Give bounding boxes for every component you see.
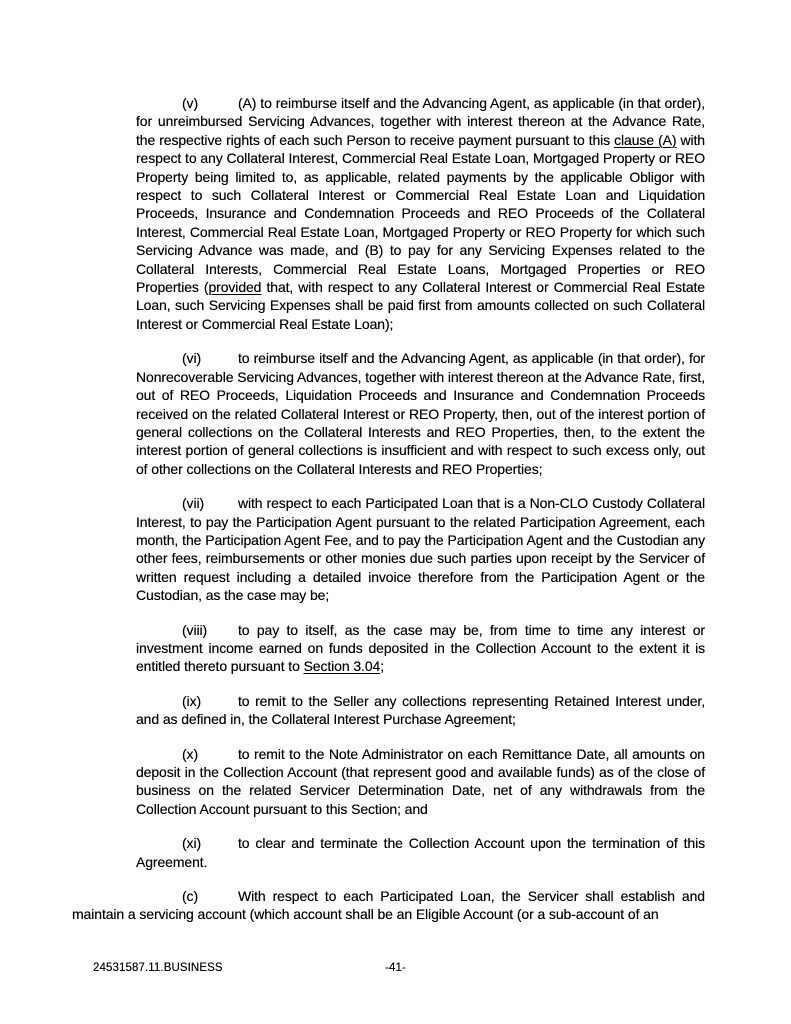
paragraph-x-label: (x) xyxy=(182,745,199,762)
page-footer xyxy=(0,962,791,978)
document-body xyxy=(72,94,705,924)
paragraph-xi-text: to clear and terminate the Collection Account upon the termination of this Agreement. xyxy=(136,835,705,870)
paragraph-xi xyxy=(136,834,705,871)
paragraph-c-text: With respect to each Participated Loan, the Servicer shall establish and maintain a servicing account (which account shall be an Eligible Account (or a sub-account of an xyxy=(72,888,705,923)
clause-a-reference: clause (A) xyxy=(614,131,677,148)
section-3-04-reference: Section 3.04 xyxy=(303,658,381,675)
paragraph-viii-label: (viii) xyxy=(182,621,208,638)
paragraph-vii xyxy=(136,494,705,604)
document-id: 24531587.11.BUSINESS xyxy=(93,962,223,974)
provided-term: provided xyxy=(208,279,262,296)
paragraph-viii-text-2: ; xyxy=(380,658,384,675)
paragraph-vii-text: with respect to each Participated Loan that is a Non-CLO Custody Collateral Interest, to pay the Participation Agent pursuant to the related Participation Agreement, each month, the Participation Agent Fee, and to pay the Participation Agent and the Custodian any other fees, reimbursements or other monies due such parties upon receipt by the Servicer of written request including a detailed invoice therefore from the Participation Agent or the Custodian, as the case may be; xyxy=(136,495,705,604)
paragraph-c xyxy=(72,887,705,924)
paragraph-v xyxy=(136,94,705,333)
paragraph-v-label: (v) xyxy=(182,95,199,111)
paragraph-ix-label: (ix) xyxy=(182,692,202,709)
page-number: -41- xyxy=(385,962,406,974)
paragraph-xi-label: (xi) xyxy=(182,835,202,852)
paragraph-x xyxy=(136,745,705,819)
paragraph-vii-label: (vii) xyxy=(182,495,205,512)
paragraph-viii-text-1: to pay to itself, as the case may be, from time to time any interest or investment income earned on funds deposited in the Collection Account to the extent it is entitled thereto pursuant to xyxy=(136,621,705,675)
paragraph-viii xyxy=(136,621,705,676)
paragraph-v-text-1: (A) to reimburse itself and the Advancing Agent, as applicable (in that order), for unreimbursed Servicing Advances, together with interest thereon at the Advance Rate, the respective rights of each such Person to receive payment pursuant to this xyxy=(136,95,705,148)
paragraph-v-text-3: that, with respect to any Collateral Interest or Commercial Real Estate Loan, such Servicing Expenses shall be paid first from amounts collected on such Collateral Interest or Commercial Real Estate Loan); xyxy=(136,279,705,332)
paragraph-vi-text: to reimburse itself and the Advancing Agent, as applicable (in that order), for Nonrecoverable Servicing Advances, together with interest thereon at the Advance Rate, first, out of REO Proceeds, Liquidation Proceeds and Insurance and Condemnation Proceeds received on the related Collateral Interest or REO Property, then, out of the interest portion of general collections on the Collateral Interests and REO Properties, then, to the extent the interest portion of general collections is insufficient and with respect to such excess only, out of other collections on the Collateral Interests and REO Properties; xyxy=(136,350,705,477)
paragraph-vi xyxy=(136,349,705,478)
paragraph-x-text: to remit to the Note Administrator on each Remittance Date, all amounts on deposit in the Collection Account (that represent good and available funds) as of the close of business on the related Servicer Determination Date, net of any withdrawals from the Collection Account pursuant to this Section; and xyxy=(136,745,705,817)
paragraph-c-label: (c) xyxy=(182,888,199,905)
paragraph-ix xyxy=(136,692,705,729)
paragraph-vi-label: (vi) xyxy=(182,350,202,367)
paragraph-v-text-2: with respect to any Collateral Interest, Commercial Real Estate Loan, Mortgaged Property or REO Property being limited to, as applicable, related payments by the applicable Obligor with respect to such Collateral Interest or Commercial Real Estate Loan and Liquidation Proceeds, Insurance and Condemnation Proceeds and REO Proceeds of the Collateral Interest, Commercial Real Estate Loan, Mortgaged Property or REO Property for which such Servicing Advance was made, and (B) to pay for any Servicing Expenses related to the Collateral Interests, Commercial Real Estate Loans, Mortgaged Properties or REO Properties ( xyxy=(136,131,705,296)
paragraph-ix-text: to remit to the Seller any collections representing Retained Interest under, and as defined in, the Collateral Interest Purchase Agreement; xyxy=(136,692,705,728)
